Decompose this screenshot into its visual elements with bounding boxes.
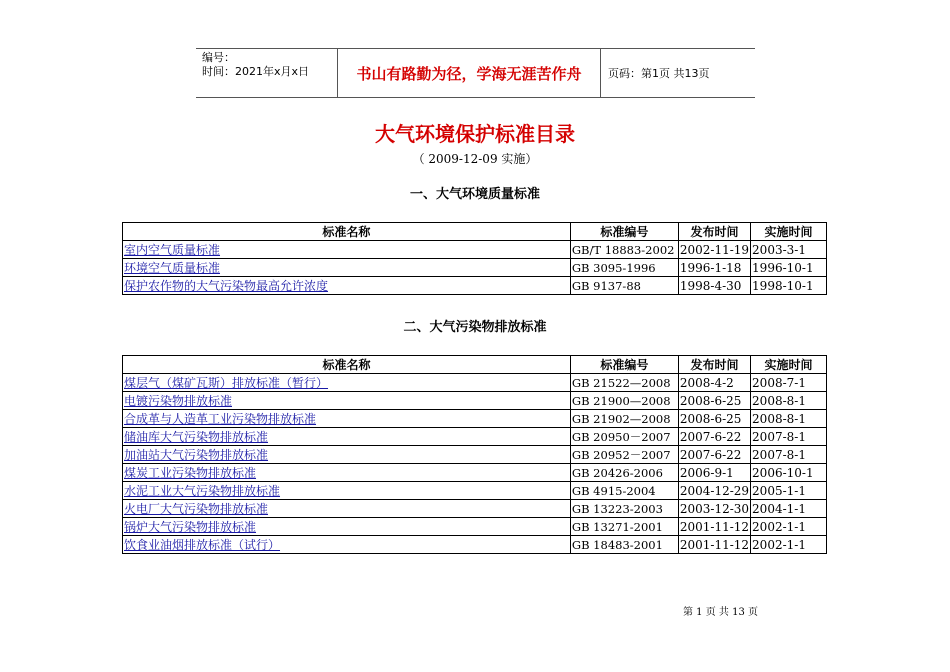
standard-name-link[interactable]: 煤炭工业污染物排放标准 — [123, 464, 571, 482]
effective-date: 2002-1-1 — [751, 518, 827, 536]
col-header-published: 发布时间 — [678, 356, 750, 374]
header-page-code: 页码：第1页 共13页 — [608, 67, 710, 80]
published-date: 2002-11-19 — [679, 242, 750, 257]
standard-code: GB 21522—2008 — [570, 374, 678, 392]
standard-code: GB 4915-2004 — [570, 482, 678, 500]
effective-date: 2008-8-1 — [751, 410, 827, 428]
table-row — [123, 410, 827, 428]
effective-date: 2006-10-1 — [751, 464, 827, 482]
effective-date: 1996-10-1 — [751, 259, 827, 277]
number-label: 编号： — [202, 51, 235, 64]
table-header-row — [123, 356, 827, 374]
standard-name-link[interactable]: 室内空气质量标准 — [123, 241, 571, 259]
table-header-row — [123, 223, 827, 241]
table-row — [123, 374, 827, 392]
published-date: 2004-12-29 — [679, 483, 750, 498]
table-row — [123, 277, 827, 295]
standard-name-link[interactable]: 水泥工业大气污染物排放标准 — [123, 482, 571, 500]
standard-code: GB 13271-2001 — [570, 518, 678, 536]
table-row — [123, 536, 827, 554]
col-header-effective: 实施时间 — [751, 356, 827, 374]
section2-table — [122, 355, 827, 554]
table-row — [123, 518, 827, 536]
col-header-code: 标准编号 — [570, 356, 678, 374]
page-footer: 第 1 页 共 13 页 — [683, 607, 758, 618]
table-row — [123, 241, 827, 259]
standard-code: GB 20950－2007 — [570, 428, 678, 446]
standard-name-link[interactable]: 储油库大气污染物排放标准 — [123, 428, 571, 446]
effective-date: 2004-1-1 — [751, 500, 827, 518]
published-date: 1996-1-18 — [678, 259, 750, 277]
standard-code: GB 20426-2006 — [570, 464, 678, 482]
published-date: 2001-11-12 — [679, 519, 750, 534]
table-row — [123, 259, 827, 277]
col-header-published: 发布时间 — [678, 223, 750, 241]
effective-date: 2008-7-1 — [751, 374, 827, 392]
standard-code: GB 21900—2008 — [570, 392, 678, 410]
time-label: 时间：2021年x月x日 — [202, 65, 310, 78]
standard-name-link[interactable]: 煤层气（煤矿瓦斯）排放标准（暂行） — [123, 374, 571, 392]
published-date: 2006-9-1 — [678, 464, 750, 482]
standard-code: GB 18483-2001 — [570, 536, 678, 554]
published-date: 2008-6-25 — [678, 410, 750, 428]
published-date: 2008-4-2 — [678, 374, 750, 392]
col-header-name: 标准名称 — [123, 223, 571, 241]
published-date: 1998-4-30 — [678, 277, 750, 295]
page-title: 大气环境保护标准目录 — [375, 122, 575, 146]
table-row — [123, 446, 827, 464]
standard-name-link[interactable]: 加油站大气污染物排放标准 — [123, 446, 571, 464]
standard-code: GB 20952－2007 — [570, 446, 678, 464]
effective-date: 2005-1-1 — [751, 482, 827, 500]
section1-heading: 一、大气环境质量标准 — [409, 187, 540, 202]
published-date: 2003-12-30 — [679, 501, 750, 516]
standard-code: GB 3095-1996 — [570, 259, 678, 277]
table-row — [123, 428, 827, 446]
standard-name-link[interactable]: 锅炉大气污染物排放标准 — [123, 518, 571, 536]
col-header-name: 标准名称 — [123, 356, 571, 374]
page-subtitle: （ 2009-12-09 实施） — [412, 152, 538, 166]
table-row — [123, 392, 827, 410]
standard-name-link[interactable]: 电镀污染物排放标准 — [123, 392, 571, 410]
standard-code: GB/T 18883-2002 — [570, 241, 678, 259]
effective-date: 1998-10-1 — [751, 277, 827, 295]
section1-table — [122, 222, 827, 295]
published-date: 2007-6-22 — [678, 428, 750, 446]
standard-name-link[interactable]: 环境空气质量标准 — [123, 259, 571, 277]
standard-name-link[interactable]: 保护农作物的大气污染物最高允许浓度 — [123, 277, 571, 295]
section2-heading: 二、大气污染物排放标准 — [403, 320, 547, 335]
effective-date: 2003-3-1 — [751, 241, 827, 259]
table-row — [123, 464, 827, 482]
header-motto: 书山有路勤为径，学海无涯苦作舟 — [338, 49, 601, 97]
col-header-code: 标准编号 — [570, 223, 678, 241]
published-date: 2008-6-25 — [678, 392, 750, 410]
published-date: 2007-6-22 — [678, 446, 750, 464]
standard-name-link[interactable]: 火电厂大气污染物排放标准 — [123, 500, 571, 518]
effective-date: 2007-8-1 — [751, 446, 827, 464]
standard-name-link[interactable]: 饮食业油烟排放标准（试行） — [123, 536, 571, 554]
effective-date: 2007-8-1 — [751, 428, 827, 446]
standard-code: GB 9137-88 — [570, 277, 678, 295]
table-row — [123, 482, 827, 500]
effective-date: 2002-1-1 — [751, 536, 827, 554]
col-header-effective: 实施时间 — [751, 223, 827, 241]
standard-code: GB 21902—2008 — [570, 410, 678, 428]
effective-date: 2008-8-1 — [751, 392, 827, 410]
published-date: 2001-11-12 — [679, 537, 750, 552]
standard-code: GB 13223-2003 — [570, 500, 678, 518]
header-meta — [196, 49, 338, 97]
page-header — [196, 48, 755, 98]
standard-name-link[interactable]: 合成革与人造革工业污染物排放标准 — [123, 410, 571, 428]
table-row — [123, 500, 827, 518]
